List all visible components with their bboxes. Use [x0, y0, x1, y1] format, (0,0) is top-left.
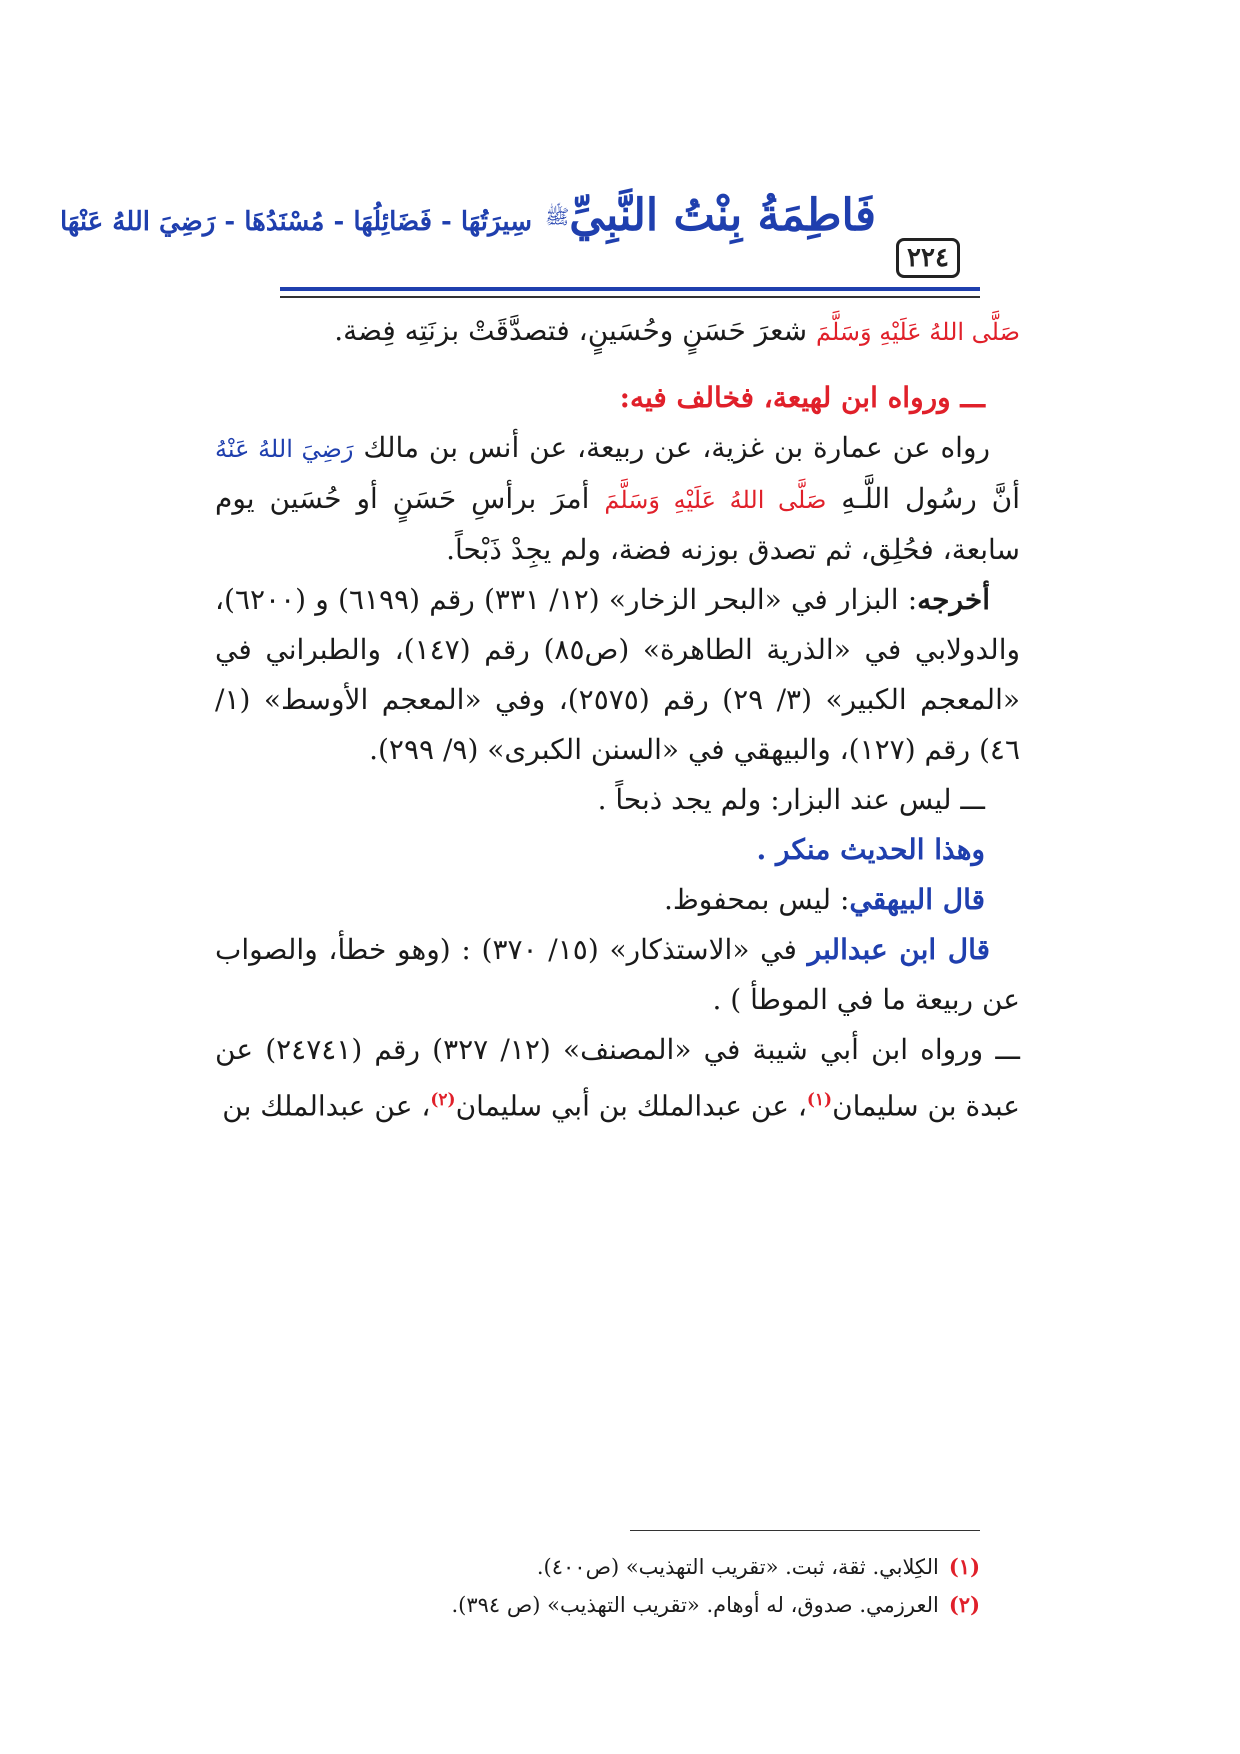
- honorific-salawat: صَلَّى اللهُ عَلَيْهِ وَسَلَّمَ: [816, 318, 1020, 346]
- takhrij-label: أخرجه: [917, 583, 990, 616]
- footnote-marker-2[interactable]: (٢): [430, 1090, 456, 1110]
- ibn-abdilbarr-quote: قال ابن عبدالبر في «الاستذكار» (١٥/ ٣٧٠) : (وهو خطأ، والصواب عن ربيعة ما في الموطأ ) .: [215, 933, 1020, 1016]
- verdict-line: وهذا الحديث منكر .: [756, 833, 985, 866]
- footnote-1: (١)الكِلابي. ثقة، ثبت. «تقريب التهذيب» (ص٤٠٠).: [536, 1554, 980, 1579]
- section-heading: ـــ ورواه ابن لهيعة، فخالف فيه:: [619, 381, 985, 414]
- header-rule-black: [280, 296, 980, 298]
- page-header: [59, 176, 980, 286]
- opening-line: صَلَّى اللهُ عَلَيْهِ وَسَلَّمَ شعرَ حَسَنٍ وحُسَينٍ، فتصدَّقَتْ بزنَتِه فِضة.: [334, 314, 1020, 347]
- footnote-number: (٢): [948, 1592, 980, 1617]
- honorific-salawat: صَلَّى اللهُ عَلَيْهِ وَسَلَّمَ: [604, 486, 827, 514]
- bayhaqi-quote: قال البيهقي: ليس بمحفوظ.: [663, 883, 985, 916]
- header-rule-blue: [280, 287, 980, 291]
- footnote-separator: [630, 1530, 980, 1531]
- book-title: فَاطِمَةُ بِنْتُ النَّبِيِّ: [569, 190, 876, 241]
- page-body: [215, 306, 1020, 1131]
- footnote-marker-1[interactable]: (١): [806, 1090, 833, 1110]
- footnote-2: (٢)العرزمي. صدوق، له أوهام. «تقريب التهذيب» (ص ٣٩٤).: [451, 1592, 980, 1617]
- ibn-abdilbarr-label: قال ابن عبدالبر: [807, 933, 990, 966]
- title-honorific: ﷺ: [545, 204, 570, 229]
- bayhaqi-label: قال البيهقي: [849, 883, 985, 916]
- note-line: ـــ ليس عند البزار: ولم يجد ذبحاً .: [597, 783, 985, 816]
- book-subtitle: سِيرَتُهَا - فَضَائِلُهَا - مُسْنَدُهَا - رَضِيَ اللهُ عَنْهَا: [59, 207, 533, 237]
- paragraph-takhrij: أخرجه: البزار في «البحر الزخار» (١٢/ ٣٣١) رقم (٦١٩٩) و (٦٢٠٠)، والدولابي في «الذرية الطاهرة» (ص٨٥) رقم (١٤٧)، والطبراني في «المعجم الكبير» (٣/ ٢٩) رقم (٢٥٧٥)، وفي «المعجم الأوسط» (١/ ٤٦) رقم (١٢٧)، والبيهقي في «السنن الكبرى» (٩/ ٢٩٩).: [215, 583, 1021, 766]
- page-number: ٢٢٤: [896, 238, 960, 278]
- paragraph-ibn-abi-shaybah: ـــ ورواه ابن أبي شيبة في «المصنف» (١٢/ ٣٢٧) رقم (٢٤٧٤١) عن عبدة بن سليمان$^{(١)}$، عن عبدالملك بن أبي سليمان$^{(٢)}$، عن عبدالملك بن: [215, 1033, 1020, 1123]
- footnote-number: (١): [948, 1554, 980, 1579]
- running-title: [59, 190, 876, 285]
- paragraph-narration: رواه عن عمارة بن غزية، عن ربيعة، عن أنس بن مالك رَضِيَ اللهُ عَنْهُ أنَّ رسُول اللَّـهِ صَلَّى اللهُ عَلَيْهِ وَسَلَّمَ أمرَ برأسِ حَسَنٍ أو حُسَين يوم سابعة، فحُلِق، ثم تصدق بوزنه فضة، ولم يجِدْ ذَبْحاً.: [215, 431, 1020, 566]
- honorific-radiallah: رَضِيَ اللهُ عَنْهُ: [215, 435, 354, 463]
- footnotes: [280, 1548, 980, 1624]
